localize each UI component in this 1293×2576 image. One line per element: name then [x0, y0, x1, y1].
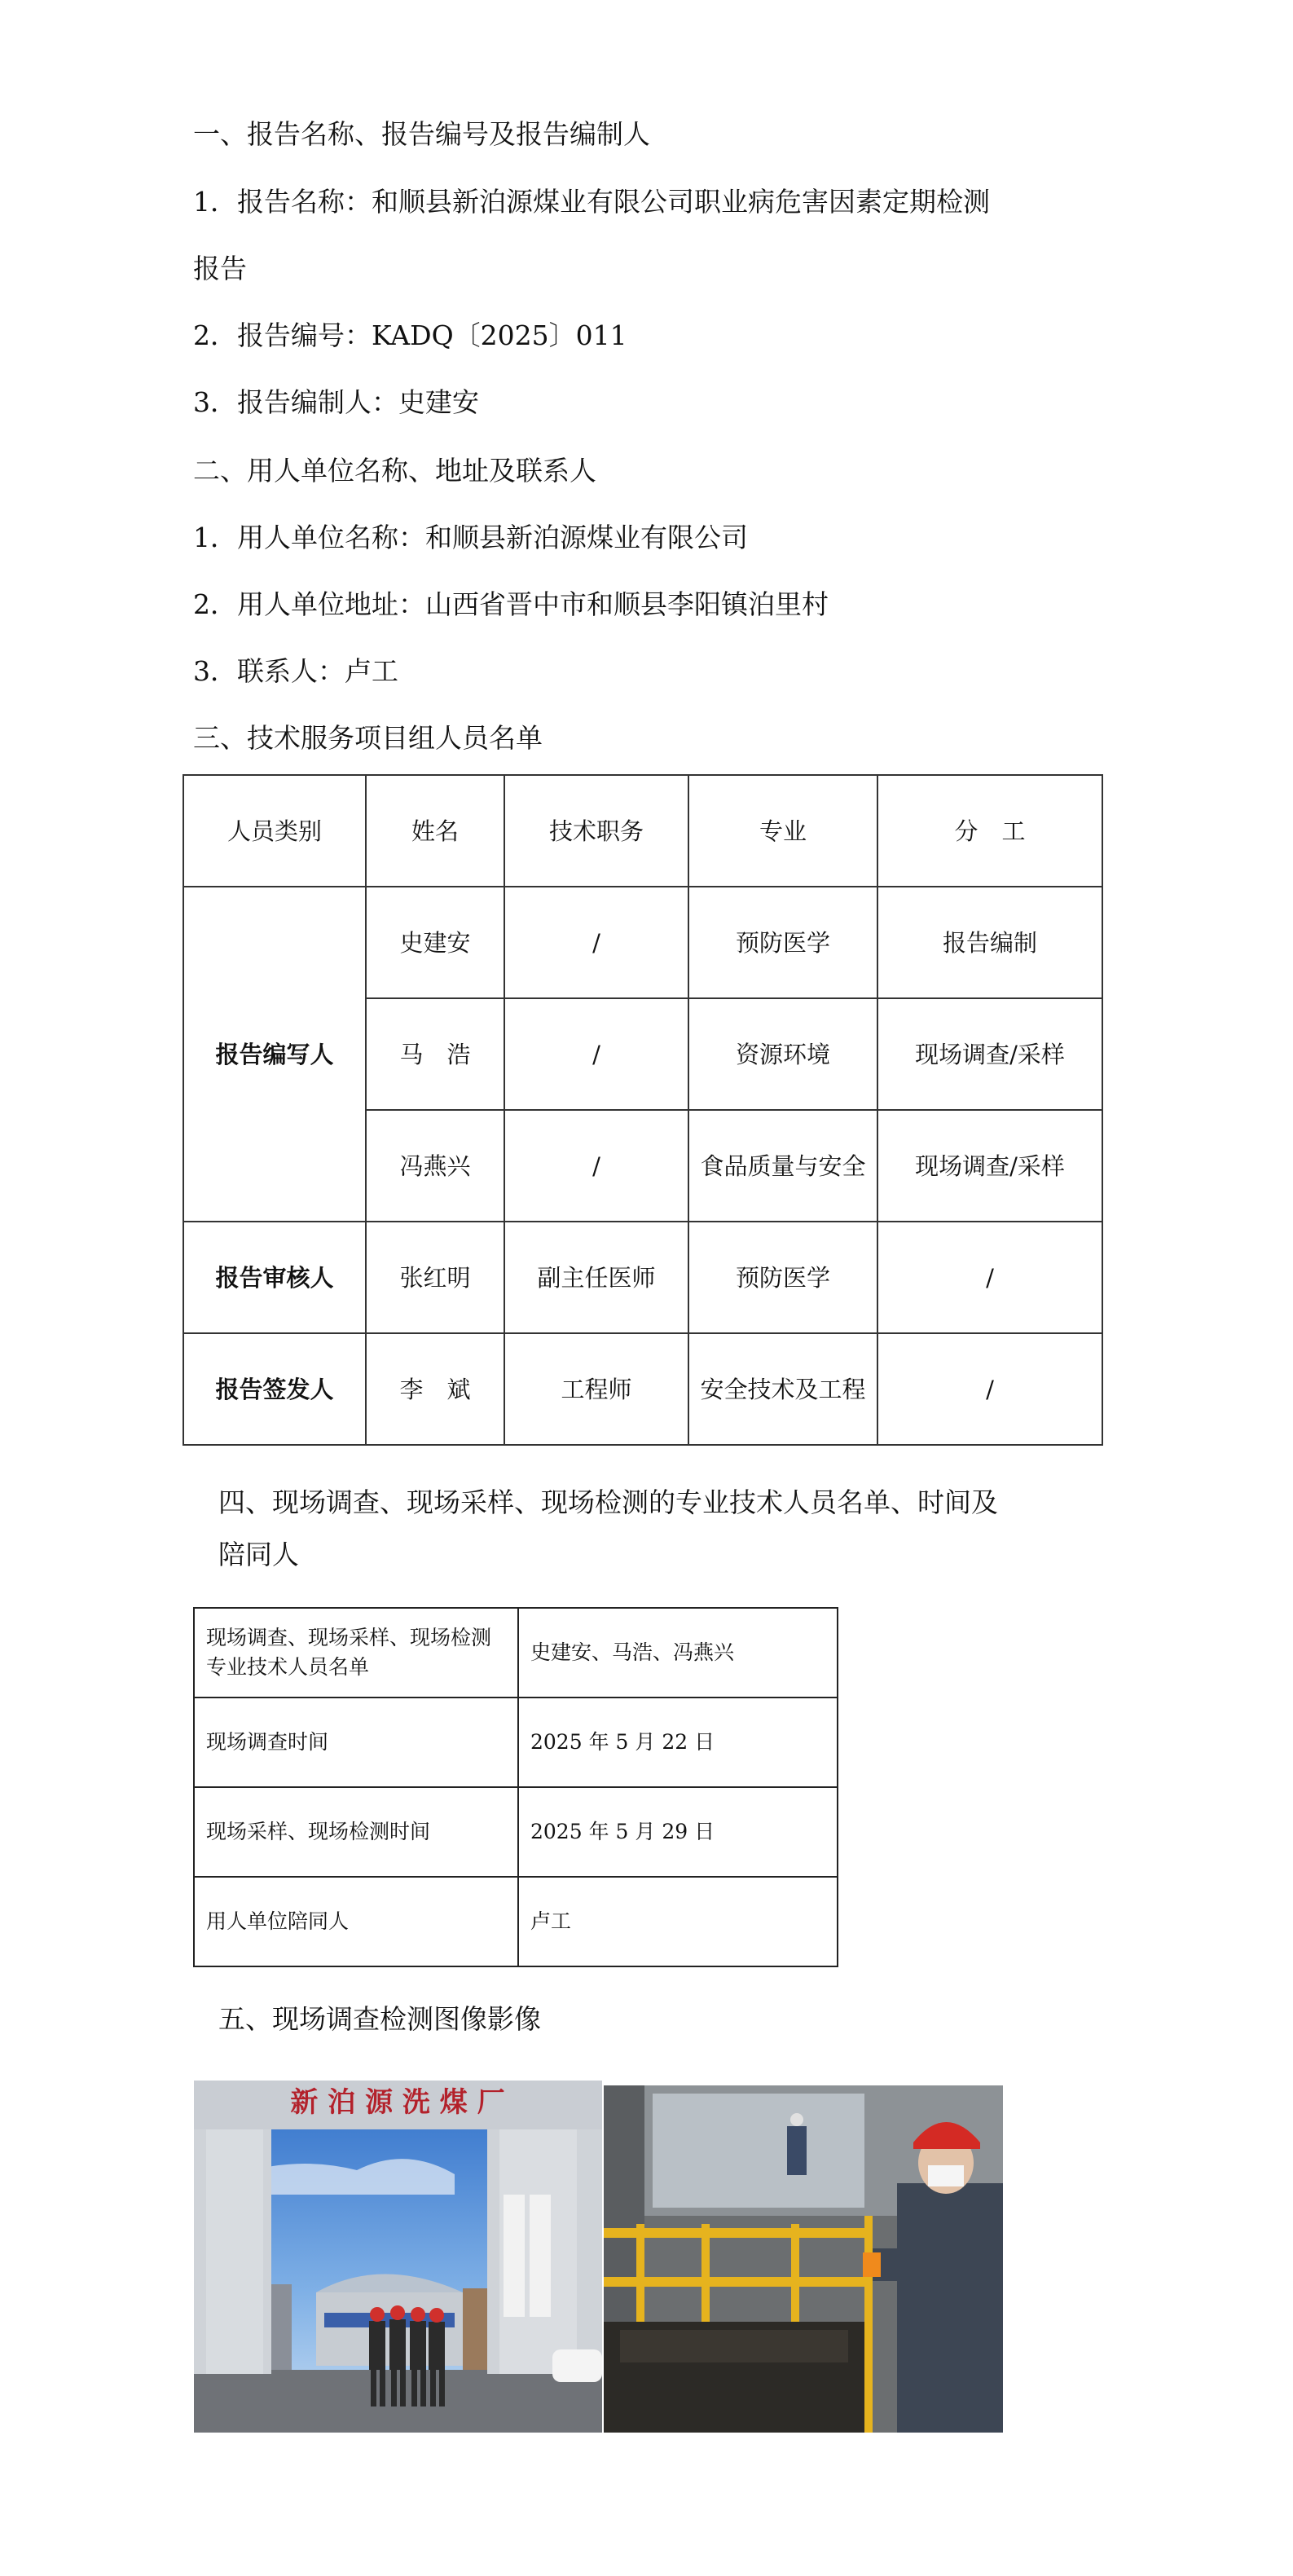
group-reviewer: 报告审核人 [183, 1222, 366, 1333]
group-issuer: 报告签发人 [183, 1333, 366, 1445]
cell-role: / [877, 1222, 1102, 1333]
cell-title: 副主任医师 [504, 1222, 688, 1333]
survey-key: 现场调查、现场采样、现场检测专业技术人员名单 [194, 1608, 518, 1698]
report-name-line: 1．报告名称：和顺县新泊源煤业有限公司职业病危害因素定期检测 [193, 186, 990, 218]
table-row [194, 1608, 838, 1698]
cell-title: 工程师 [504, 1333, 688, 1445]
cell-major: 预防医学 [688, 887, 877, 998]
section-3-title: 三、技术服务项目组人员名单 [193, 722, 543, 754]
cell-name: 冯燕兴 [366, 1110, 504, 1222]
section-2-title: 二、用人单位名称、地址及联系人 [193, 455, 596, 487]
table-row [183, 887, 1102, 998]
team-members-table [183, 774, 1103, 1446]
cell-name: 马 浩 [366, 998, 504, 1110]
report-author-line: 3．报告编制人：史建安 [193, 386, 479, 418]
header-category: 人员类别 [183, 775, 366, 887]
header-name: 姓名 [366, 775, 504, 887]
contact-line: 3．联系人：卢工 [193, 655, 398, 687]
section-4-title: 四、现场调查、现场采样、现场检测的专业技术人员名单、时间及 [218, 1486, 998, 1518]
survey-key: 现场采样、现场检测时间 [194, 1787, 518, 1877]
cell-role: 现场调查/采样 [877, 1110, 1102, 1222]
section-1-title: 一、报告名称、报告编号及报告编制人 [193, 118, 650, 150]
cell-title: / [504, 1110, 688, 1222]
survey-value: 史建安、马浩、冯燕兴 [518, 1608, 838, 1698]
cell-title: / [504, 998, 688, 1110]
table-row [183, 1333, 1102, 1445]
cell-major: 食品质量与安全 [688, 1110, 877, 1222]
report-name-continuation: 报告 [193, 253, 247, 284]
cell-major: 预防医学 [688, 1222, 877, 1333]
cell-role: 报告编制 [877, 887, 1102, 998]
header-role: 分 工 [877, 775, 1102, 887]
cell-major: 资源环境 [688, 998, 877, 1110]
header-title: 技术职务 [504, 775, 688, 887]
table-row [194, 1877, 838, 1966]
employer-address-line: 2．用人单位地址：山西省晋中市和顺县李阳镇泊里村 [193, 588, 829, 620]
survey-info-table [193, 1607, 838, 1967]
group-writers: 报告编写人 [183, 887, 366, 1222]
gate-sign: 新 泊 源 洗 煤 厂 [290, 2086, 505, 2119]
cell-role: 现场调查/采样 [877, 998, 1102, 1110]
employer-name-line: 1．用人单位名称：和顺县新泊源煤业有限公司 [193, 522, 748, 553]
header-major: 专业 [688, 775, 877, 887]
table-header-row [183, 775, 1102, 887]
table-row [183, 1222, 1102, 1333]
gate-photo [194, 2081, 602, 2433]
workshop-photo [604, 2085, 1003, 2433]
survey-value: 卢工 [518, 1877, 838, 1966]
cell-name: 史建安 [366, 887, 504, 998]
section-5-title: 五、现场调查检测图像影像 [218, 2003, 541, 2035]
cell-name: 张红明 [366, 1222, 504, 1333]
cell-title: / [504, 887, 688, 998]
survey-key: 现场调查时间 [194, 1698, 518, 1787]
section-4-title-continuation: 陪同人 [218, 1539, 299, 1570]
cell-name: 李 斌 [366, 1333, 504, 1445]
report-number-line: 2．报告编号：KADQ〔2025〕011 [193, 319, 627, 351]
survey-value: 2025 年 5 月 29 日 [518, 1787, 838, 1877]
table-row [194, 1787, 838, 1877]
survey-key: 用人单位陪同人 [194, 1877, 518, 1966]
cell-major: 安全技术及工程 [688, 1333, 877, 1445]
cell-role: / [877, 1333, 1102, 1445]
survey-value: 2025 年 5 月 22 日 [518, 1698, 838, 1787]
table-row [194, 1698, 838, 1787]
